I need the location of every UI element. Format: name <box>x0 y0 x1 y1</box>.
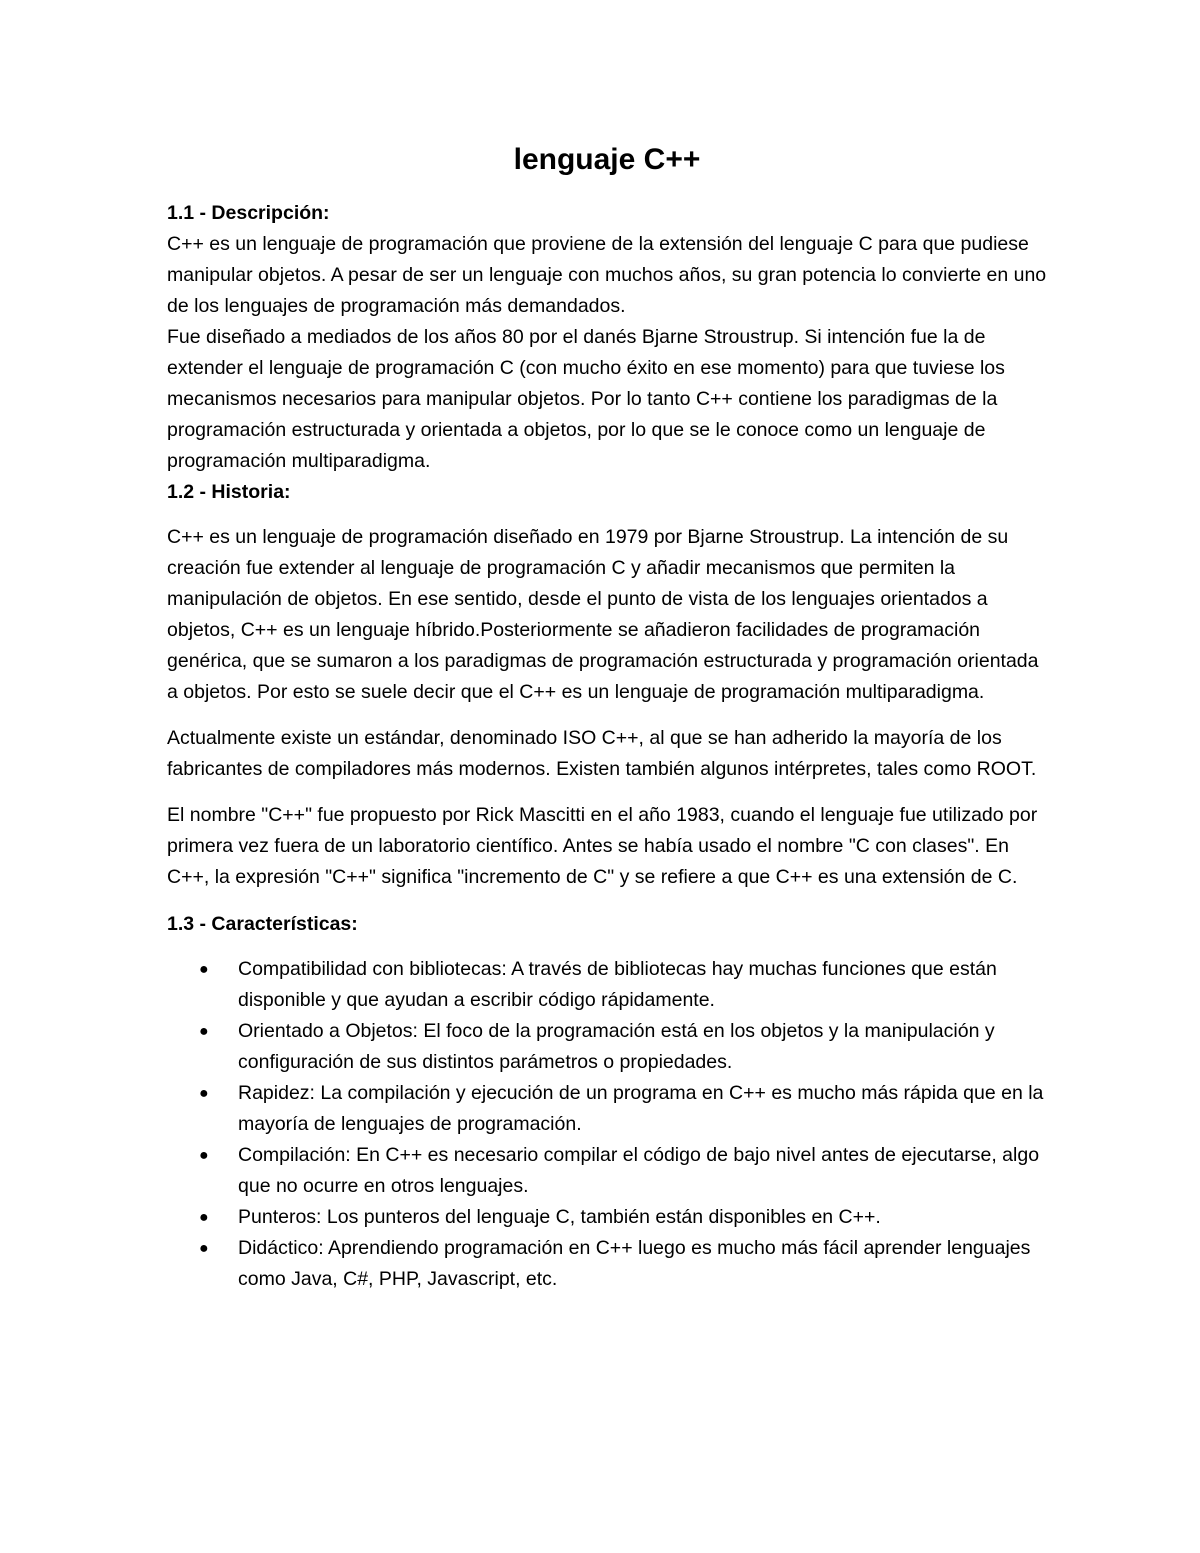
section-heading-descripcion: 1.1 - Descripción: <box>167 202 330 224</box>
list-item-text: Orientado a Objetos: El foco de la programación está en los objetos y la manipulación y configuración de sus distintos parámetros o propiedades. <box>238 1020 995 1073</box>
list-item <box>167 1233 1047 1295</box>
paragraph: Fue diseñado a mediados de los años 80 por el danés Bjarne Stroustrup. Si intención fue la de extender el lenguaje de programación C (con mucho éxito en ese momento) para que tuviese los mecanismos necesarios para manipular objetos. Por lo tanto C++ contiene los paradigmas de la programación estructurada y orientada a objetos, por lo que se le conoce como un lenguaje de programación multiparadigma. <box>167 326 1005 472</box>
list-item-text: Didáctico: Aprendiendo programación en C++ luego es mucho más fácil aprender lenguajes como Java, C#, PHP, Javascript, etc. <box>238 1237 1031 1290</box>
paragraph: El nombre "C++" fue propuesto por Rick Mascitti en el año 1983, cuando el lenguaje fue utilizado por primera vez fuera de un laboratorio científico. Antes se había usado el nombre "C con clases". En C++, la expresión "C++" significa "incremento de C" y se refiere a que C++ es una extensión de C. <box>167 804 1038 888</box>
bullet-icon: ● <box>199 1209 209 1226</box>
bullet-icon: ● <box>199 1085 209 1102</box>
bullet-icon: ● <box>199 1023 209 1040</box>
bullet-icon: ● <box>199 1240 209 1257</box>
list-item <box>167 1202 1047 1233</box>
document-title: lenguaje C++ <box>513 143 701 176</box>
list-item <box>167 1140 1047 1202</box>
bullet-icon: ● <box>199 961 209 978</box>
list-item-text: Compilación: En C++ es necesario compilar el código de bajo nivel antes de ejecutarse, algo que no ocurre en otros lenguajes. <box>238 1144 1040 1197</box>
document-page <box>167 140 1047 1295</box>
list-item-text: Compatibilidad con bibliotecas: A través de bibliotecas hay muchas funciones que están disponible y que ayudan a escribir código rápidamente. <box>238 958 997 1011</box>
section-heading-caracteristicas: 1.3 - Características: <box>167 913 358 935</box>
list-item-text: Rapidez: La compilación y ejecución de un programa en C++ es mucho más rápida que en la mayoría de lenguajes de programación. <box>238 1082 1044 1135</box>
list-item <box>167 954 1047 1016</box>
section-heading-historia: 1.2 - Historia: <box>167 481 291 503</box>
paragraph: C++ es un lenguaje de programación diseñado en 1979 por Bjarne Stroustrup. La intención de su creación fue extender al lenguaje de programación C y añadir mecanismos que permiten la manipulación de objetos. En ese sentido, desde el punto de vista de los lenguajes orientados a objetos, C++ es un lenguaje híbrido.Posteriormente se añadieron facilidades de programación genérica, que se sumaron a los paradigmas de programación estructurada y programación orientada a objetos. Por esto se suele decir que el C++ es un lenguaje de programación multiparadigma. <box>167 526 1039 703</box>
list-item <box>167 1078 1047 1140</box>
list-item <box>167 1016 1047 1078</box>
bullet-icon: ● <box>199 1147 209 1164</box>
features-list <box>167 954 1047 1295</box>
paragraph: C++ es un lenguaje de programación que proviene de la extensión del lenguaje C para que pudiese manipular objetos. A pesar de ser un lenguaje con muchos años, su gran potencia lo convierte en uno de los lenguajes de programación más demandados. <box>167 233 1047 317</box>
list-item-text: Punteros: Los punteros del lenguaje C, también están disponibles en C++. <box>238 1206 881 1228</box>
paragraph: Actualmente existe un estándar, denominado ISO C++, al que se han adherido la mayoría de los fabricantes de compiladores más modernos. Existen también algunos intérpretes, tales como ROOT. <box>167 727 1037 780</box>
